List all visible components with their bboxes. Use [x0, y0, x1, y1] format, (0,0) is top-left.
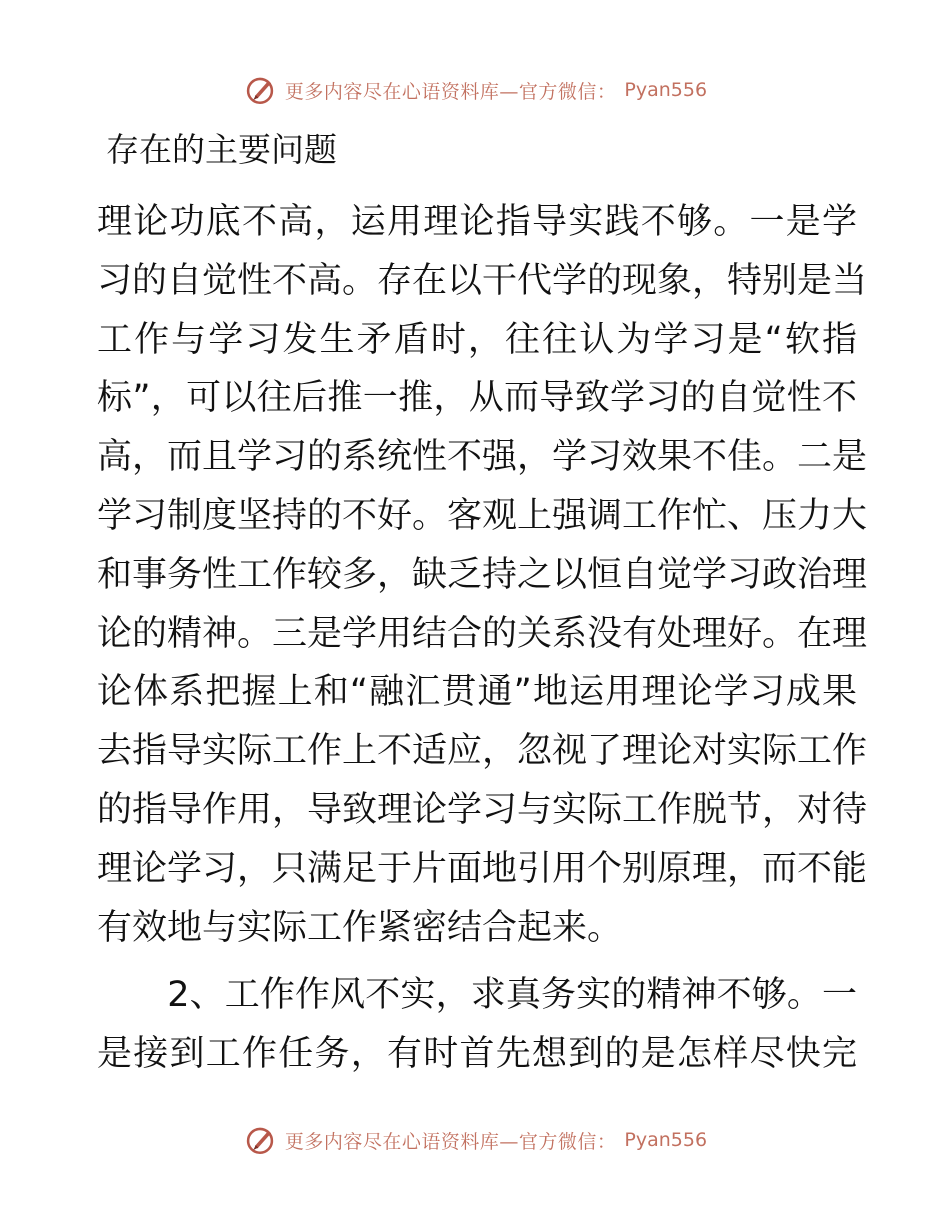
paragraph-1: [97, 193, 868, 957]
text-line: 去指导实际工作上不适应，忽视了理论对实际工作: [97, 731, 868, 772]
text-line: 学习制度坚持的不好。客观上强调工作忙、压力大: [97, 495, 868, 536]
text-line: 是接到工作任务，有时首先想到的是怎样尽快完: [97, 1033, 857, 1074]
text-line: 高，而且学习的系统性不强，学习效果不佳。二是: [97, 437, 868, 478]
watermark-text: 更多内容尽在心语资料库—官方微信：: [284, 1130, 617, 1153]
watermark-text: 更多内容尽在心语资料库—官方微信：: [284, 80, 617, 103]
watermark-footer: [0, 1120, 950, 1160]
text-line: 论的精神。三是学用结合的关系没有处理好。在理: [97, 613, 868, 654]
paragraph-2: [97, 966, 857, 1084]
watermark-wechat-id: Pyan556: [624, 79, 708, 101]
quill-pen-icon: [243, 73, 277, 107]
text-line: 论体系把握上和“融汇贯通”地运用理论学习成果: [97, 672, 857, 713]
section-heading: 存在的主要问题: [106, 130, 337, 169]
watermark-wechat-id: Pyan556: [624, 1129, 708, 1151]
text-line: 有效地与实际工作紧密结合起来。: [97, 907, 623, 948]
text-line: 和事务性工作较多，缺乏持之以恒自觉学习政治理: [97, 554, 868, 595]
text-line: 理论学习，只满足于片面地引用个别原理，而不能: [97, 848, 868, 889]
text-line: 2、工作作风不实，求真务实的精神不够。一: [97, 975, 857, 1015]
watermark-header: [0, 70, 950, 110]
text-line: 的指导作用，导致理论学习与实际工作脱节，对待: [97, 789, 868, 830]
text-line: 习的自觉性不高。存在以干代学的现象，特别是当: [97, 260, 868, 301]
text-line: 标”，可以往后推一推，从而导致学习的自觉性不: [97, 378, 857, 419]
quill-pen-icon: [243, 1123, 277, 1157]
text-line: 工作与学习发生矛盾时，往往认为学习是“软指: [97, 319, 857, 360]
text-line: 理论功底不高，运用理论指导实践不够。一是学: [97, 202, 857, 242]
